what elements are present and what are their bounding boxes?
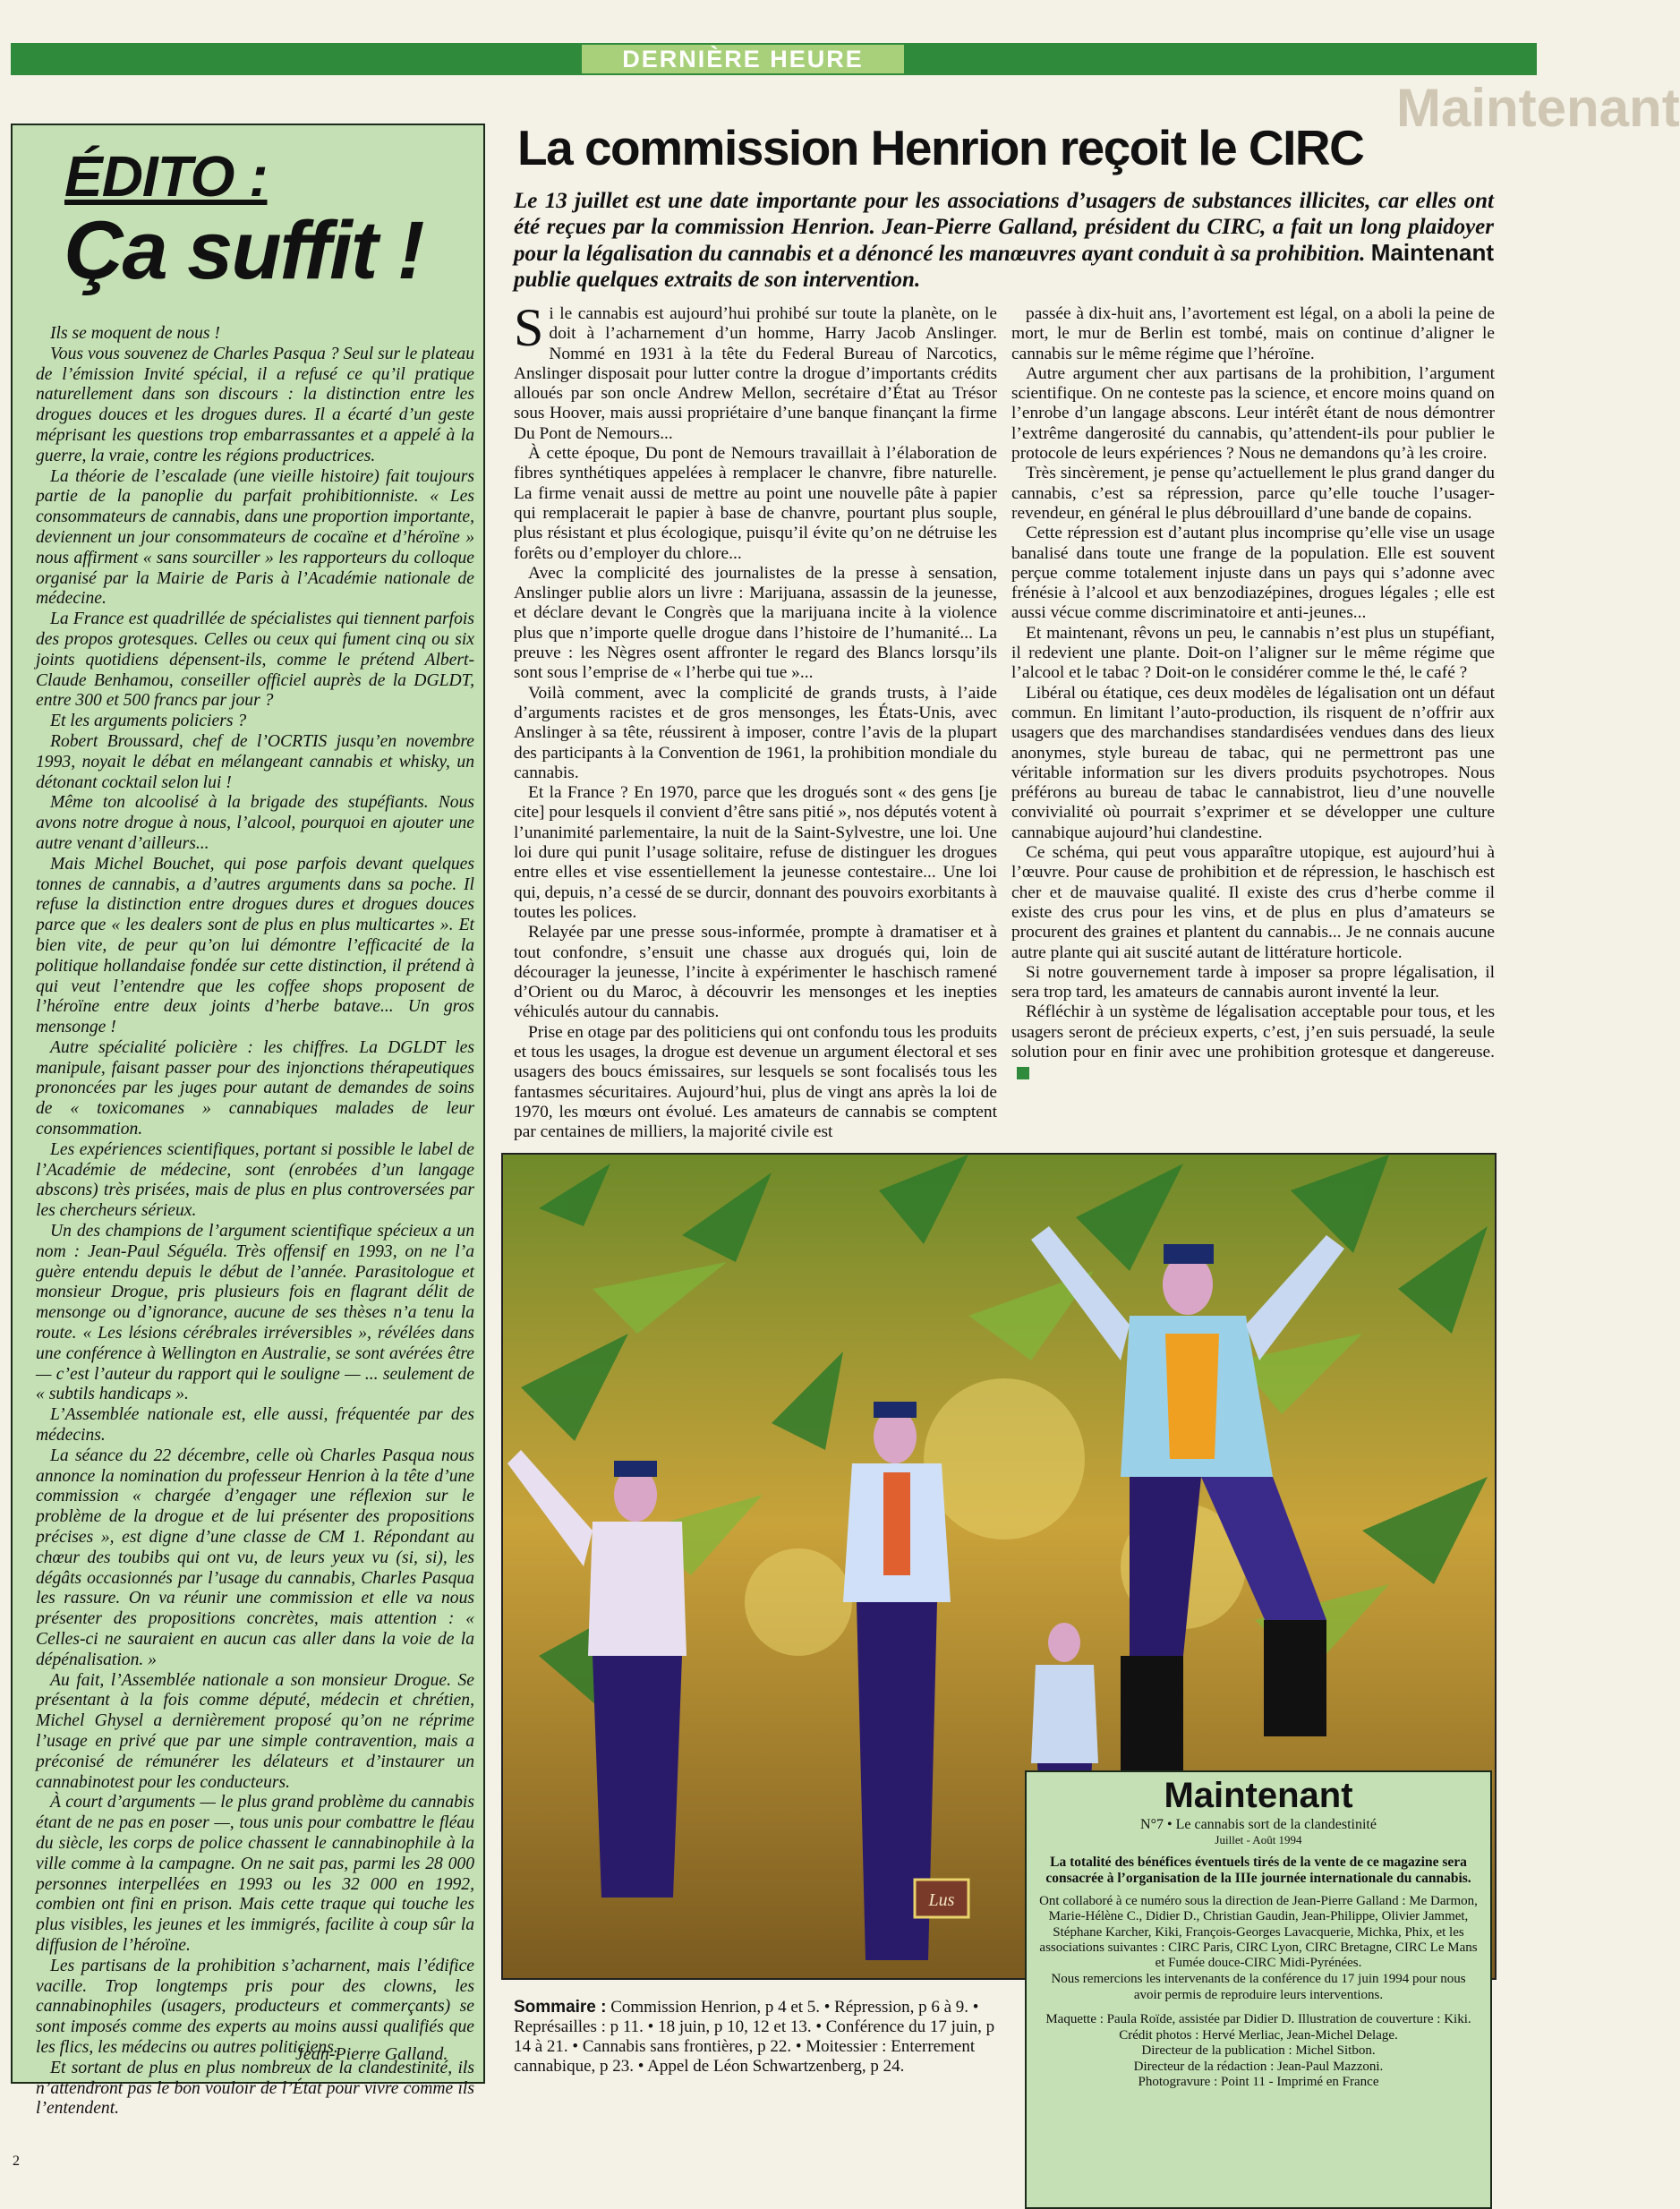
paragraph: Très sincèrement, je pense qu’actuellement le plus grand danger du cannabis, c’est sa répression, parce qu’elle touche l’usager-revendeur, en général le plus débrouillard d’une bande de copains. [1011,464,1495,523]
paragraph: Prise en otage par des politiciens qui ont confondu tous les produits et tous les usages, la drogue est devenue un argument électoral et ses usagers des boucs émissaires, sur lesquels se sont focalisés tous les fantasmes sécuritaires. Aujourd’hui, plus de vingt ans après la loi de 1970, les mœurs ont évolué. Les amateurs de cannabis se comptent par centaines de milliers, la majorité civile est [514,1022,998,1142]
paragraph: Ce schéma, qui peut vous apparaître utopique, est aujourd’hui à l’œuvre. Pour cause de prohibition et de répression, le haschisch est cher et de mauvaise qualité. Il existe des crus d’herbe comme il existe des crus pour les vins, et de plus en plus d’amateurs se procurent des graines et plantent du cannabis... Je ne connais aucune autre plante qui ait suscité autant de littérature horticole. [1011,843,1495,962]
staff-line: Directeur de la rédaction : Jean-Paul Mazzoni. [1133,2059,1384,2074]
staff-line: Maquette : Paula Roïde, assistée par Didier D. Illustration de couverture : Kiki. [1045,2012,1471,2027]
paragraph: Autre spécialité policière : les chiffres. La DGLDT les manipule, faisant passer pour des injonctions thérapeutiques prononcées par les juges pour autant de demandes de soins de « toxicomanes » cannabiques malades de leur consommation. [36,1037,474,1139]
paragraph: Et les arguments policiers ? [50,712,247,731]
bleed-fragment: Maintenant [1396,78,1680,138]
paragraph: Relayée par une presse sous-informée, prompte à dramatiser et à tout confondre, s’ensuit une chasse aux drogués qui, loin de décourager la jeunesse, l’incite à expérimenter le haschisch ramené d’Orient ou du Maroc, à découvrir les mensonges et les inepties véhiculés autour du cannabis. [514,923,997,1022]
article-column-2 [1011,304,1495,1083]
paragraph: Si notre gouvernement tarde à imposer sa propre légalisation, il sera trop tard, les amateurs de cannabis auront inventé la leur. [1011,962,1495,1002]
article-lead [514,188,1494,293]
paragraph: Les partisans de la prohibition s’acharnent, mais l’édifice vacille. Trop longtemps pris pour des clowns, les cannabinophiles (usagers, producteurs et commerçants) se sont imposés comme des experts au moins aussi qualifiés que les flics, les médecins ou autres politiciens. [36,1956,474,2057]
lead-text-end: publie quelques extraits de son intervention. [514,268,921,292]
page-number: 2 [13,2154,20,2169]
paragraph [514,298,997,444]
section-label: DERNIÈRE HEURE [582,45,904,73]
paragraph: Un des champions de l’argument scientifique spécieux a un nom : Jean-Paul Séguéla. Très offensif en 1993, on ne l’a guère entendu depuis le début de l’année. Parasitologue et monsieur Drogue, pris plusieurs fois en flagrant délit de mensonge ou d’ignorance, aucune de ses thèses n’a tenu la route. « Les lésions cérébrales irréversibles », révélées dans une conférence à Wellington en Australie, se sont avérées être — c’est l’auteur du rapport qui le souligne — ... seulement de « subtils handicaps ». [36,1222,474,1404]
paragraph: Et maintenant, rêvons un peu, le cannabis n’est plus un stupéfiant, il redevient une plante. Doit-on l’aligner sur le même régime que l’alcool et le tabac ? Doit-on le considérer comme le thé, le café ? [1011,623,1495,683]
artist-signature: Lus [928,1890,955,1910]
staff-line: Crédit photos : Hervé Merliac, Jean-Michel Delage. [1119,2027,1398,2043]
paragraph: Robert Broussard, chef de l’OCRTIS jusqu’en novembre 1993, noyait le débat en mélangeant cannabis et whisky, un détonant cocktail selon lui ! [36,731,474,792]
paragraph: À cette époque, Du pont de Nemours travaillait à l’élaboration de fibres synthétiques appelées à remplacer le chanvre, fibre naturelle. La firme venait aussi de mettre au point une nouvelle pâte à papier qui remplacerait le papier à base de chanvre, pourtant plus souple, plus résistant et plus écologique, puisqu’il évite qu’on ne détruise les forêts ou d’employer du chlore... [514,444,997,563]
profits-note: La totalité des bénéfices éventuels tirés de la vente de ce magazine sera consacrée à l’organisation de la IIIe journée internationale du cannabis. [1045,1855,1471,1886]
paragraph: passée à dix-huit ans, l’avortement est légal, on a aboli la peine de mort, le mur de Berlin est tombé, mais on continue d’aligner le cannabis sur le même régime que l’héroïne. [1011,304,1495,363]
contributors: Ont collaboré à ce numéro sous la direction de Jean-Pierre Galland : Me Darmon, Marie-Hélène C., Didier D., Christian Gaudin, Jean-Philippe, Olivier Jammet, Stéphane Karcher, Kiki, François-Georges Lavacquerie, Michka, Phix, et les associations suivantes : CIRC Paris, CIRC Lyon, CIRC Bretagne, CIRC Le Mans et Fumée douce-CIRC Midi-Pyrénées. [1039,1894,1478,1971]
magazine-name: Maintenant [1370,239,1494,266]
lead-text: Le 13 juillet est une date importante pour les associations d’usagers de substances illicites, car elles ont été reçues par la commission Henrion. Jean-Pierre Galland, président du CIRC, a fait un long plaidoyer pour la légalisation du cannabis et a dénoncé les manœuvres ayant conduit à sa prohibition. [514,189,1494,266]
paragraph: Et sortant de plus en plus nombreux de la clandestinité, ils n’attendront pas le bon vouloir de l’État pour vivre comme ils l’entendent. [36,2058,474,2119]
staff-line: Photogravure : Point 11 - Imprimé en France [1138,2075,1379,2090]
masthead-box [1025,1770,1492,2209]
paragraph: Ils se moquent de nous ! [50,324,220,343]
thanks-note: Nous remercions les intervenants de la conférence du 17 juin 1994 pour nous avoir permis de reproduire leurs interventions. [1051,1972,1466,2002]
issue-date: Juillet - Août 1994 [1215,1833,1302,1847]
table-of-contents [514,1998,1011,2077]
edito-body [36,324,474,2119]
paragraph: Libéral ou étatique, ces deux modèles de légalisation ont un défaut commun. En limitant l’auto-production, ils risquent de n’offrir aux usagers que des marchandises standardisées vendues dans des lieux anonymes, style bureau de tabac, qui ne permettront pas une véritable information sur les divers produits psychotropes. Nous préférons au bureau de tabac le cannabistrot, lieu d’une nouvelle convivialité où pourrait s’exprimer et se développer une culture cannabique aujourd’hui clandestine. [1011,683,1495,842]
sommaire-label: Sommaire : [514,1998,607,2017]
article-column-1 [514,298,998,1142]
staff-list [1039,2012,1478,2091]
paragraph: Voilà comment, avec la complicité de grands trusts, à l’aide d’arguments racistes et de gros mensonges, les États-Unis, avec Anslinger à sa tête, réussirent à imposer, contre l’avis de la plupart des participants à la Convention de 1961, la prohibition mondiale du cannabis. [514,683,997,782]
masthead-title: Maintenant [1164,1776,1353,1815]
sommaire-text: Commission Henrion, p 4 et 5. • Répression, p 6 à 9. • Représailles : p 11. • 18 juin, p 10, 12 et 13. • Conférence du 17 juin, p 14 à 21. • Cannabis sans frontières, p 22. • Moitessier : Enterrement cannabique, p 23. • Appel de Léon Schwartzenberg, p 24. [514,1998,995,2076]
edito-label: ÉDITO : [64,144,268,209]
paragraph: La France est quadrillée de spécialistes qui tiennent parfois des propos grotesques. Celles ou ceux qui fument cinq ou six joints quotidiens dépensent-ils, comme le prétend Albert-Claude Benhamou, conseiller officiel auprès de la DGLDT, entre 300 et 500 francs par jour ? [36,610,474,711]
paragraph: À court d’arguments — le plus grand problème du cannabis étant de ne pas en poser —, tous unis pour combattre le fléau du siècle, les corps de police chassent le cannabinophile à la ville comme à la campagne. On ne sait pas, parmi les 28 000 personnes interpellées en 1993 ou les 32 000 en 1992, combien ont fini en prison. Mais cette traque qui touche les plus visibles, les jeunes et les immigrés, facilite à coup sûr la diffusion de l’héroïne. [36,1793,474,1955]
paragraph: Cette répression est d’autant plus incomprise qu’elle vise un usage banalisé dans toute une frange de la population. Elle est souvent perçue comme totalement injuste dans un pays qui s’adonne avec frénésie à l’alcool et aux benzodiazépines, drogues légales ; elle est aussi vécue comme discriminatoire et anti-jeunes... [1011,524,1495,623]
paragraph: L’Assemblée nationale est, elle aussi, fréquentée par des médecins. [36,1405,474,1446]
paragraph: Au fait, l’Assemblée nationale a son monsieur Drogue. Se présentant à la fois comme député, médecin et chrétien, Michel Ghysel a dernièrement proposé qu’on ne réprime l’usage en privé que par une simple contravention, mais a préconisé de rémunérer les délateurs et d’instaurer un cannabinotest pour les conducteurs. [36,1670,474,1792]
drop-cap: S [514,298,544,357]
paragraph: Mais Michel Bouchet, qui pose parfois devant quelques tonnes de cannabis, a d’autres arguments dans sa poche. Il refuse la distinction entre drogues dures et drogues douces parce que « les dealers sont de plus en plus multicartes ». Et bien vite, de peur qu’on lui démontre l’efficacité de la politique hollandaise fondée sur cette distinction, il prétend à qui veut l’entendre que les coffee shops proposent de l’héroïne entre deux joints d’herbe batave... Un gros mensonge ! [36,854,474,1037]
issue-line: N°7 • Le cannabis sort de la clandestinité [1140,1817,1377,1832]
paragraph: Les expériences scientifiques, portant si possible le label de l’Académie de médecine, sont (enrobées d’un langage abscons) très prisées, mais de plus en plus controversées par les chercheurs sérieux. [36,1139,474,1221]
paragraph: Réfléchir à un système de légalisation acceptable pour tous, et les usagers seront de précieux experts, c’est, j’en suis persuadé, la seule solution pour en finir avec une prohibition grotesque et dangereuse. [1011,1002,1495,1082]
paragraph: La théorie de l’escalade (une vieille histoire) fait toujours partie de la panoplie du parfait prohibitionniste. « Les consommateurs de cannabis, dans une proportion importante, deviennent un jour consommateurs de cocaïne et d’héroïne » nous affirment « sans sourciller » les rapporteurs du colloque organisé par la Mairie de Paris à l’Académie nationale de médecine. [36,466,474,609]
paragraph-text: i le cannabis est aujourd’hui prohibé sur toute la planète, on le doit à l’acharnement d’un homme, Harry Jacob Anslinger. Nommé en 1931 à la tête du Federal Bureau of Narcotics, Anslinger disposait pour lutter contre la drogue d’importants crédits alloués par son oncle Andrew Mellon, secrétaire d’État au Trésor sous Hoover, mais aussi propriétaire d’une banque finançant la firme Du Pont de Nemours... [514,304,997,443]
paragraph: Autre argument cher aux partisans de la prohibition, l’argument scientifique. On ne conteste pas la science, et encore moins quand on l’enrobe d’un langage abscons. Leur intérêt étant de nous démontrer l’extrême dangerosité du cannabis, qu’attendent-ils pour publier le protocole de leurs expériences ? Nous ne demandons qu’à les croire. [1011,363,1495,464]
paragraph: Même ton alcoolisé à la brigade des stupéfiants. Nous avons notre drogue à nous, l’alcool, pourquoi en ajouter une autre venant d’ailleurs... [36,793,474,853]
staff-line: Directeur de la publication : Michel Sitbon. [1141,2043,1376,2059]
edito-title: Ça suffit ! [64,205,423,296]
edito-signature: Jean-Pierre Galland. [295,2044,448,2064]
paragraph: Vous vous souvenez de Charles Pasqua ? Seul sur le plateau de l’émission Invité spécial, il a refusé ce qu’il pratique naturellement dans son discours : la distinction entre les drogues douces et les drogues dures. Il a écarté d’un geste méprisant les questions trop embarrassantes et a appelé à la guerre, la vraie, contre les régions productrices. [36,344,474,465]
article-title: La commission Henrion reçoit le CIRC [517,120,1364,175]
paragraph: La séance du 22 décembre, celle où Charles Pasqua nous annonce la nomination du professeur Henrion à la tête d’une commission « chargée d’engager une réflexion sur le problème de la drogue et de lui présenter des propositions précises », est digne d’une classe de CM 1. Répondant au chœur des toubibs qui ont vu, de leurs yeux vu (si, si), les dégâts occasionnés par l’usage du cannabis, Charles Pasqua les rassure. On va réunir une commission et elle va nous présenter des propositions concrètes, mais attention : « Celles-ci ne sauraient en aucun cas aller dans la voie de la dépénalisation. » [36,1446,474,1669]
paragraph: Avec la complicité des journalistes de la presse à sensation, Anslinger publie alors un livre : Marijuana, assassin de la jeunesse, et déclare devant le Congrès que la marijuana incite à la violence plus que n’importe quelle drogue dans l’histoire de l’humanité... La preuve : les Nègres osent affronter le regard des Blancs lorsqu’ils sont sous l’emprise de « l’herbe qui tue »... [514,563,997,683]
paragraph: Et la France ? En 1970, parce que les drogués sont « des gens [je cite] pour lesquels il convient d’être sans pitié », nos députés votent à l’unanimité parlementaire, la nuit de la Saint-Sylvestre, une loi. Une loi dure qui punit l’usage solitaire, refuse de distinguer les drogues entre elles et vise essentiellement la jeunesse contestaire... Une loi qui, depuis, n’a cessé de se durcir, donnant des pouvoirs exorbitants à toutes les polices. [514,783,997,922]
end-mark [1017,1067,1029,1079]
